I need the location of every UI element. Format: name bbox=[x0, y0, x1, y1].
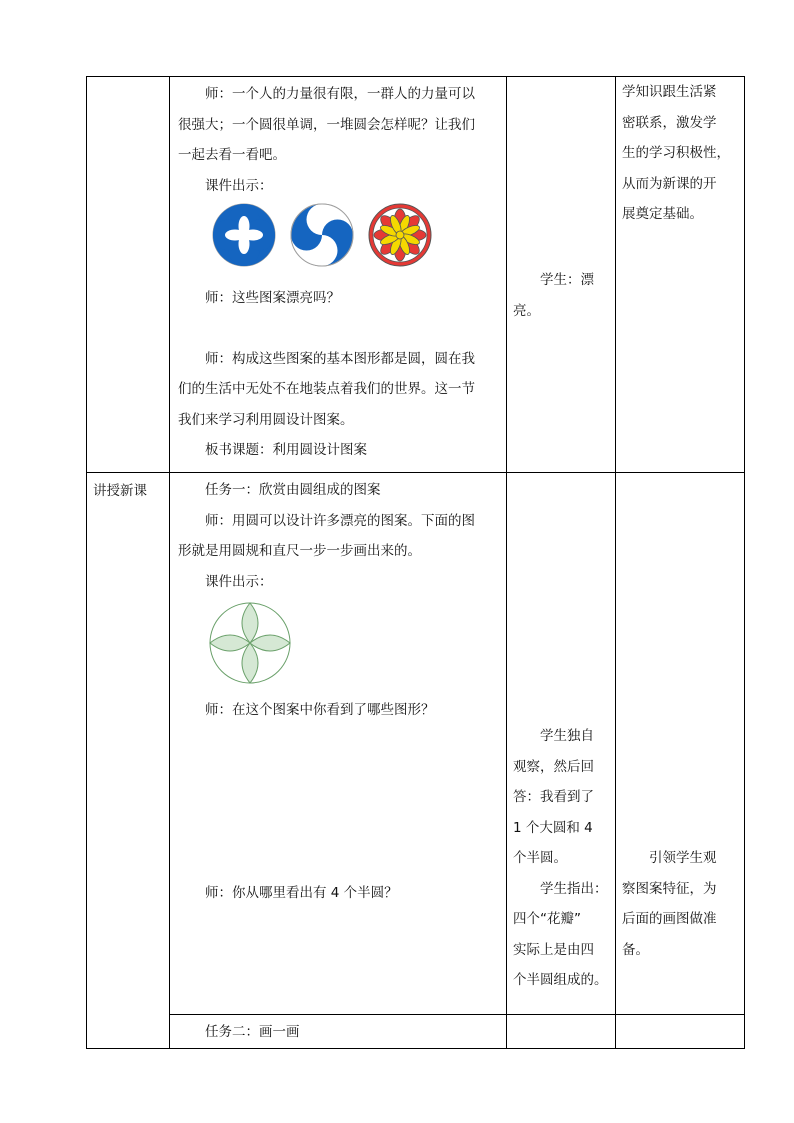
answer1-line-5: 个半圆。 bbox=[513, 850, 567, 866]
lesson-plan-table bbox=[86, 76, 745, 1049]
task1-intent-line-2: 察图案特征，为 bbox=[622, 880, 717, 897]
intro-intent-cell bbox=[616, 77, 745, 473]
intro-line-1: 师：一个人的力量很有限，一群人的力量可以 bbox=[205, 86, 475, 102]
blue-pinwheel-pattern-image bbox=[290, 203, 354, 267]
intent-line-3: 生的学习积极性， bbox=[622, 145, 730, 161]
intro-teacher-cell bbox=[170, 77, 507, 473]
stage-cell-empty bbox=[87, 77, 170, 473]
circle-pattern-images bbox=[178, 201, 498, 269]
explain-line-2: 们的生活中无处不在地装点着我们的世界。这一节 bbox=[178, 381, 475, 397]
board-title: 板书课题：利用圆设计图案 bbox=[205, 442, 367, 458]
task1-courseware-label: 课件出示： bbox=[205, 573, 273, 590]
answer1-line-3: 答：我看到了 bbox=[513, 789, 594, 805]
courseware-label: 课件出示： bbox=[205, 177, 273, 194]
intent-line-1: 学知识跟生活紧 bbox=[622, 84, 717, 100]
stage-label-new-lesson: 讲授新课 bbox=[87, 473, 170, 1049]
answer2-line-2: 四个“花瓣” bbox=[513, 911, 581, 927]
task1-intent-cell bbox=[616, 473, 745, 1015]
intent-line-2: 密联系，激发学 bbox=[622, 114, 717, 131]
task1-intent-line-3: 后面的画图做准 bbox=[622, 911, 717, 927]
task1-line-2: 形就是用圆规和直尺一步一步画出来的。 bbox=[178, 543, 421, 559]
task1-title: 任务一：欣赏由圆组成的图案 bbox=[205, 482, 381, 498]
blue-flower-pattern-image bbox=[212, 203, 276, 267]
answer2-line-3: 实际上是由四 bbox=[513, 941, 594, 958]
task2-cell bbox=[170, 1015, 507, 1049]
red-yellow-flower-pattern-image bbox=[368, 203, 432, 267]
task1-teacher-cell bbox=[170, 473, 507, 1015]
explain-line-1: 师：构成这些图案的基本图形都是圆，圆在我 bbox=[205, 350, 475, 367]
petal-figure-wrap bbox=[178, 601, 498, 691]
answer1-line-2: 观察，然后回 bbox=[513, 758, 594, 775]
task2-intent-cell bbox=[616, 1015, 745, 1049]
task1-student-cell bbox=[507, 473, 616, 1015]
task1-question-2: 师：你从哪里看出有 4 个半圆？ bbox=[205, 884, 398, 901]
explain-line-3: 我们来学习利用圆设计图案。 bbox=[178, 411, 354, 428]
intro-question: 师：这些图案漂亮吗？ bbox=[205, 290, 340, 306]
task1-line-1: 师：用圆可以设计许多漂亮的图案。下面的图 bbox=[205, 512, 475, 529]
intro-line-2: 很强大；一个圆很单调，一堆圆会怎样呢？让我们 bbox=[178, 116, 475, 133]
answer2-line-4: 个半圆组成的。 bbox=[513, 972, 608, 988]
answer1-line-1: 学生独自 bbox=[540, 728, 594, 744]
intro-student-cell bbox=[507, 77, 616, 473]
task1-intent-line-1: 引领学生观 bbox=[649, 850, 717, 866]
student-response-2: 亮。 bbox=[513, 302, 540, 319]
four-petal-circle-figure bbox=[208, 601, 292, 685]
task2-student-cell bbox=[507, 1015, 616, 1049]
intent-line-5: 展奠定基础。 bbox=[622, 206, 703, 222]
task1-intent-line-4: 备。 bbox=[622, 941, 649, 958]
task2-title: 任务二：画一画 bbox=[205, 1024, 300, 1040]
answer2-line-1: 学生指出： bbox=[540, 880, 608, 897]
task1-question-1: 师：在这个图案中你看到了哪些图形？ bbox=[205, 702, 435, 718]
student-response-1: 学生：漂 bbox=[540, 272, 594, 288]
intro-line-3: 一起去看一看吧。 bbox=[178, 147, 286, 163]
answer1-line-4: 1 个大圆和 4 bbox=[513, 819, 593, 836]
intent-line-4: 从而为新课的开 bbox=[622, 175, 717, 192]
